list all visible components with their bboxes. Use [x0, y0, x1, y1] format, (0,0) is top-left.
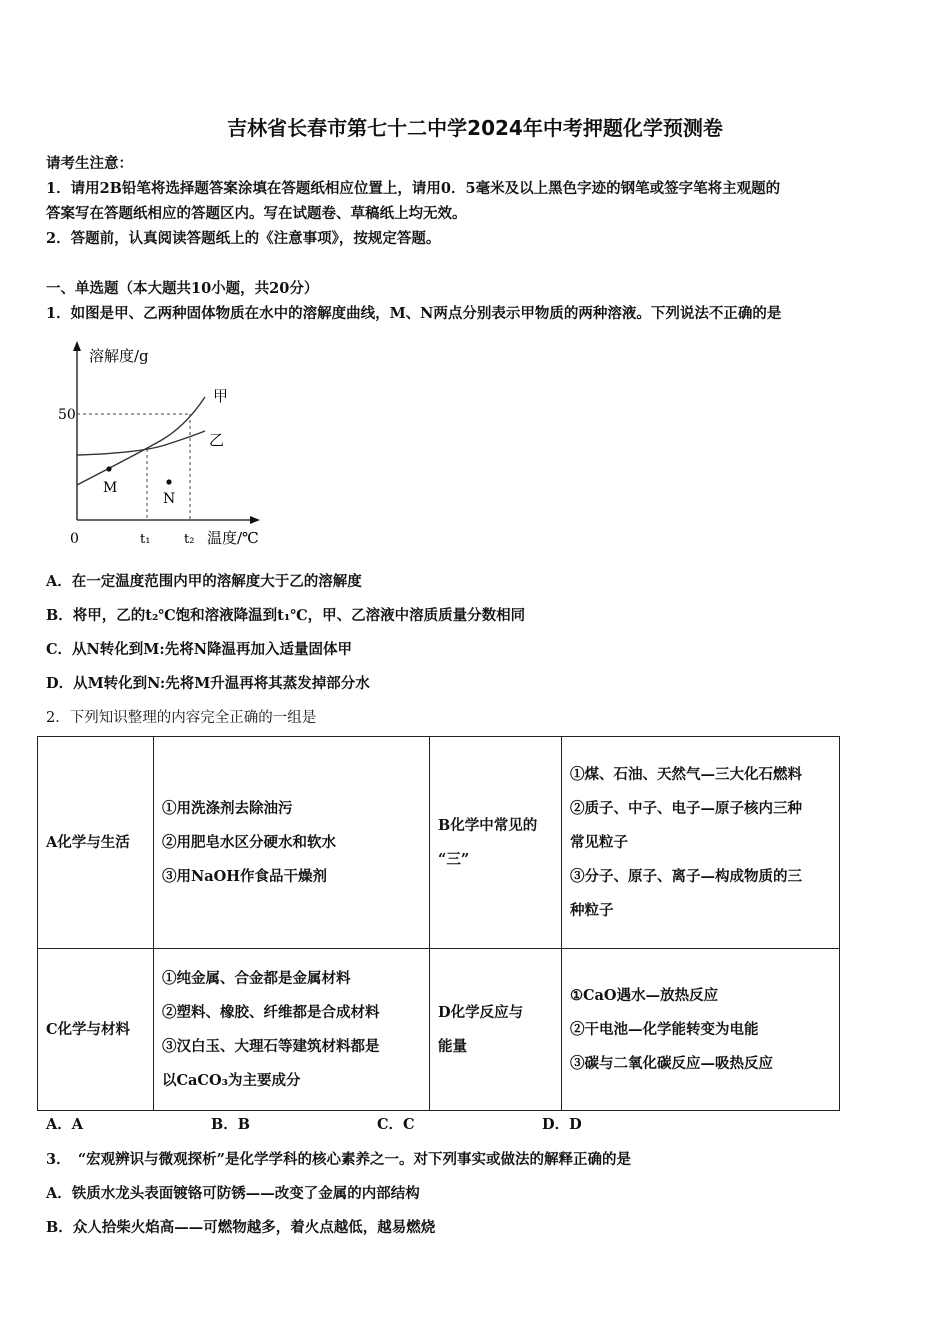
q2-stem: 2．下列知识整理的内容完全正确的一组是 [46, 710, 317, 726]
table-row [38, 737, 840, 949]
q3-stem: 3． “宏观辨识与微观探析”是化学学科的核心素养之一。对下列事实或做法的解释正确的是 [46, 1151, 632, 1168]
x-axis-label: 温度/℃ [207, 529, 259, 547]
y-axis-label: 溶解度/g [89, 347, 149, 365]
y-axis-arrow [73, 341, 81, 351]
q1-option-d: D．从M转化到N:先将M升温再将其蒸发掉部分水 [46, 675, 370, 692]
table-row [38, 949, 840, 1111]
q2-option-a: A．A [46, 1116, 84, 1133]
cell-b-items: ①煤、石油、天然气—三大化石燃料 ②质子、中子、电子—原子核内三种 常见粒子 ③分子、原子、离子—构成物质的三 种粒子 [562, 737, 840, 949]
point-n [166, 479, 171, 484]
cell-d-items: ①CaO遇水—放热反应 ②干电池—化学能转变为电能 ③碳与二氧化碳反应—吸热反应 [562, 949, 840, 1111]
q1-option-a: A．在一定温度范围内甲的溶解度大于乙的溶解度 [46, 573, 362, 590]
y-tick-50: 50 [58, 407, 76, 423]
section-heading: 一、单选题（本大题共10小题，共20分） [46, 280, 319, 297]
q1-stem: 1．如图是甲、乙两种固体物质在水中的溶解度曲线，M、N两点分别表示甲物质的两种溶液。下列说法不正确的是 [46, 305, 782, 322]
point-m [106, 466, 111, 471]
cell-a-items: ①用洗涤剂去除油污 ②用肥皂水区分硬水和软水 ③用NaOH作食品干燥剂 [154, 737, 430, 949]
notice-line-1a: 1．请用2B铅笔将选择题答案涂填在答题纸相应位置上，请用0．5毫米及以上黑色字迹的钢笔或签字笔将主观题的 [46, 180, 781, 197]
x-tick-t1: t₁ [140, 532, 151, 547]
cell-b-label: B化学中常见的 “三” [430, 737, 562, 949]
q2-option-d: D．D [542, 1116, 582, 1133]
page-title: 吉林省长春市第七十二中学2024年中考押题化学预测卷 [227, 116, 723, 140]
label-yi: 乙 [209, 431, 225, 449]
cell-c-label: C化学与材料 [38, 949, 154, 1111]
notice-line-2: 2．答题前，认真阅读答题纸上的《注意事项》，按规定答题。 [46, 230, 441, 247]
label-n: N [163, 491, 176, 507]
q2-option-c: C．C [377, 1116, 415, 1133]
x-tick-t2: t₂ [184, 532, 195, 547]
cell-c-items: ①纯金属、合金都是金属材料 ②塑料、橡胶、纤维都是合成材料 ③汉白玉、大理石等建筑材料都是 以CaCO₃为主要成分 [154, 949, 430, 1111]
curve-jia [77, 397, 205, 485]
notice-line-1b: 答案写在答题纸相应的答题区内。写在试题卷、草稿纸上均无效。 [46, 205, 467, 222]
label-jia: 甲 [213, 387, 229, 405]
cell-a-label: A化学与生活 [38, 737, 154, 949]
origin-label: 0 [70, 531, 79, 547]
q2-option-b: B．B [211, 1116, 251, 1133]
notice-heading: 请考生注意： [46, 155, 133, 172]
q2-table [37, 736, 840, 1111]
label-m: M [103, 480, 118, 496]
q3-option-a: A．铁质水龙头表面镀铬可防锈——改变了金属的内部结构 [46, 1185, 420, 1202]
solubility-chart [55, 335, 275, 555]
q1-option-b: B．将甲，乙的t₂℃饱和溶液降温到t₁℃，甲、乙溶液中溶质质量分数相同 [46, 607, 526, 624]
x-axis-arrow [250, 516, 260, 524]
cell-d-label: D化学反应与 能量 [430, 949, 562, 1111]
q3-option-b: B．众人拾柴火焰高——可燃物越多，着火点越低，越易燃烧 [46, 1219, 436, 1236]
q1-option-c: C．从N转化到M:先将N降温再加入适量固体甲 [46, 641, 352, 658]
